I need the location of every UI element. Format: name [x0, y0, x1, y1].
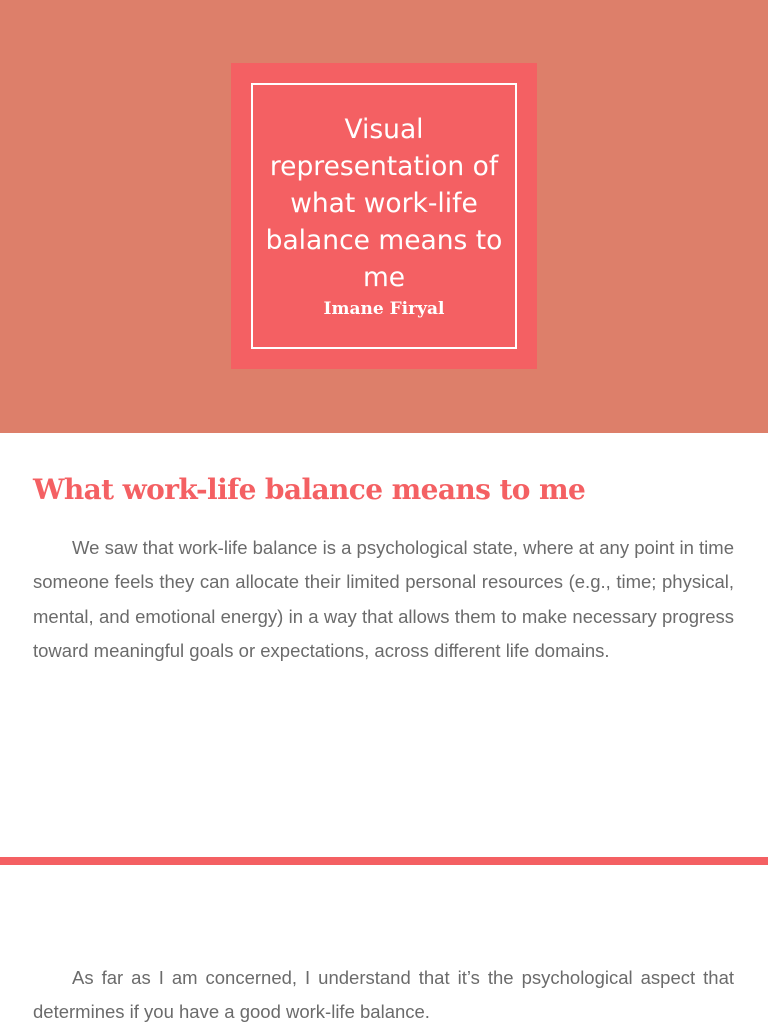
cover-banner: [0, 0, 768, 433]
section-heading: What work-life balance means to me: [33, 473, 586, 506]
author-name: Imane Firyal: [323, 298, 445, 319]
title-frame: [251, 83, 517, 349]
title-card: [231, 63, 537, 369]
body-paragraph: As far as I am concerned, I understand that it’s the psychological aspect that determines if you have a good work-life balance.: [33, 967, 734, 1023]
document-title: Visual representation of what work-life balance means to me: [265, 113, 503, 293]
body-paragraph: We saw that work-life balance is a psychological state, where at any point in time someone feels they can allocate their limited personal resources (e.g., time; physical, mental, and emotional energy) in a way that allows them to make necessary progress toward meaningful goals or expectations, across different life domains.: [33, 537, 734, 661]
section-divider: [0, 857, 768, 865]
